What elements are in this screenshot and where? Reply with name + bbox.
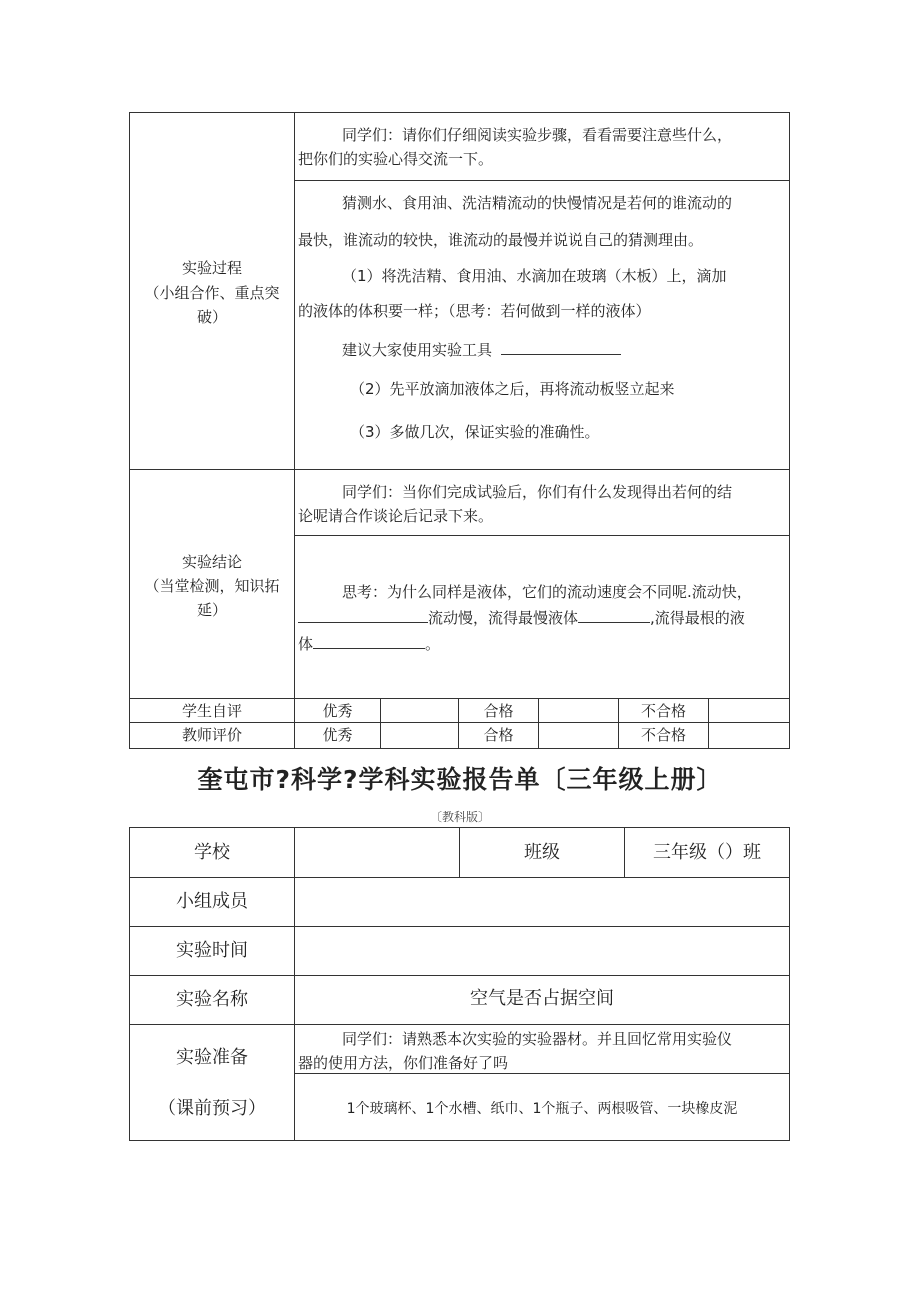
experiment-name: 空气是否占据空间: [470, 988, 614, 1009]
rating-excellent-check[interactable]: [381, 699, 458, 722]
table-border: [129, 112, 130, 749]
conclusion-sublabel: 延）: [196, 601, 227, 619]
school-field[interactable]: [296, 829, 458, 876]
fast-liquid-blank[interactable]: [298, 608, 428, 623]
process-sublabel: （小组合作、重点突: [144, 284, 280, 302]
table-border: [129, 827, 130, 1141]
rating-fail-check[interactable]: [709, 699, 789, 722]
rating-excellent: 优秀: [322, 726, 353, 744]
rating-row-label: 学生自评: [181, 702, 242, 720]
conclusion-intro: 同学们：当你们完成试验后，你们有什么发现得出若何的结: [342, 483, 733, 501]
table-border: [129, 722, 790, 723]
class-field[interactable]: 三年级（）班: [653, 842, 761, 863]
think-text: 。: [425, 635, 441, 653]
rating-pass-check[interactable]: [539, 723, 618, 748]
rating-pass: 合格: [483, 726, 514, 744]
members-label: 小组成员: [176, 891, 248, 912]
think-blanks: [298, 608, 745, 628]
process-sublabel: 破）: [196, 308, 227, 326]
rating-excellent-check[interactable]: [381, 723, 458, 748]
tool-prompt: [342, 340, 621, 360]
conclusion-intro: 论呢请合作谈论后记录下来。: [298, 507, 494, 525]
rating-fail-check[interactable]: [709, 723, 789, 748]
guess-text: 猜测水、食用油、洗洁精流动的快慢情况是若何的谁流动的: [342, 194, 733, 212]
table-border: [129, 112, 790, 113]
other-liquid-blank[interactable]: [313, 634, 425, 649]
table-border: [129, 975, 790, 976]
step-1: 的液体的体积要一样；（思考：若何做到一样的液体）: [298, 302, 651, 320]
prep-intro: 同学们：请熟悉本次实验的实验器材。并且回忆常用实验仪: [342, 1030, 733, 1048]
table-border: [129, 469, 790, 470]
name-label: 实验名称: [176, 989, 248, 1010]
rating-row-label: 教师评价: [181, 726, 242, 744]
think-blanks: [298, 634, 440, 654]
prep-intro: 器的使用方法，你们准备好了吗: [298, 1054, 509, 1072]
table-border: [294, 180, 790, 181]
rating-fail: 不合格: [640, 702, 686, 720]
table-border: [789, 112, 790, 749]
tool-blank[interactable]: [501, 340, 621, 355]
materials-list: 1个玻璃杯、1个水槽、纸巾、1个瓶子、两根吸管、一块橡皮泥: [346, 1101, 738, 1117]
think-text: 流动慢，流得最慢液体: [428, 609, 579, 627]
prep-sublabel: （课前预习）: [158, 1098, 266, 1119]
slowest-liquid-blank[interactable]: [578, 608, 650, 623]
rating-pass: 合格: [483, 702, 514, 720]
prep-label: 实验准备: [176, 1047, 248, 1068]
conclusion-label: 实验结论: [181, 553, 242, 571]
table-border: [129, 748, 790, 749]
table-border: [294, 112, 295, 749]
rating-pass-check[interactable]: [539, 699, 618, 722]
think-question: 思考：为什么同样是液体，它们的流动速度会不同呢.流动快，: [342, 583, 752, 601]
process-intro: 同学们：请你们仔细阅读实验步骤，看看需要注意些什么，: [342, 126, 733, 144]
process-label: 实验过程: [181, 259, 242, 277]
time-field[interactable]: [296, 928, 788, 974]
table-border: [789, 827, 790, 1141]
report-title: 奎屯市?科学?学科实验报告单〔三年级上册〕: [197, 765, 723, 794]
step-2: （2）先平放滴加液体之后，再将流动板竖立起来: [350, 380, 675, 398]
table-border: [129, 698, 790, 699]
step-1: （1）将洗洁精、食用油、水滴加在玻璃（木板）上，滴加: [342, 267, 727, 285]
rating-fail: 不合格: [640, 726, 686, 744]
rating-excellent: 优秀: [322, 702, 353, 720]
school-label: 学校: [194, 842, 230, 863]
table-border: [129, 1024, 790, 1025]
think-text: ,流得最根的液: [650, 609, 745, 627]
table-border: [294, 827, 295, 1141]
report-subtitle: 〔教科版〕: [429, 810, 490, 824]
table-border: [129, 926, 790, 927]
step-3: （3）多做几次，保证实验的准确性。: [350, 423, 600, 441]
members-field[interactable]: [296, 879, 788, 925]
table-border: [294, 1073, 790, 1074]
table-border: [129, 877, 790, 878]
guess-text: 最快，谁流动的较快，谁流动的最慢并说说自己的猜测理由。: [298, 231, 704, 249]
table-border: [294, 535, 790, 536]
tool-prompt-label: 建议大家使用实验工具: [342, 341, 493, 359]
class-label: 班级: [524, 842, 560, 863]
conclusion-sublabel: （当堂检测，知识拓: [144, 577, 280, 595]
table-border: [129, 1140, 790, 1141]
time-label: 实验时间: [176, 940, 248, 961]
process-intro: 把你们的实验心得交流一下。: [298, 150, 494, 168]
think-text: 体: [298, 635, 314, 653]
